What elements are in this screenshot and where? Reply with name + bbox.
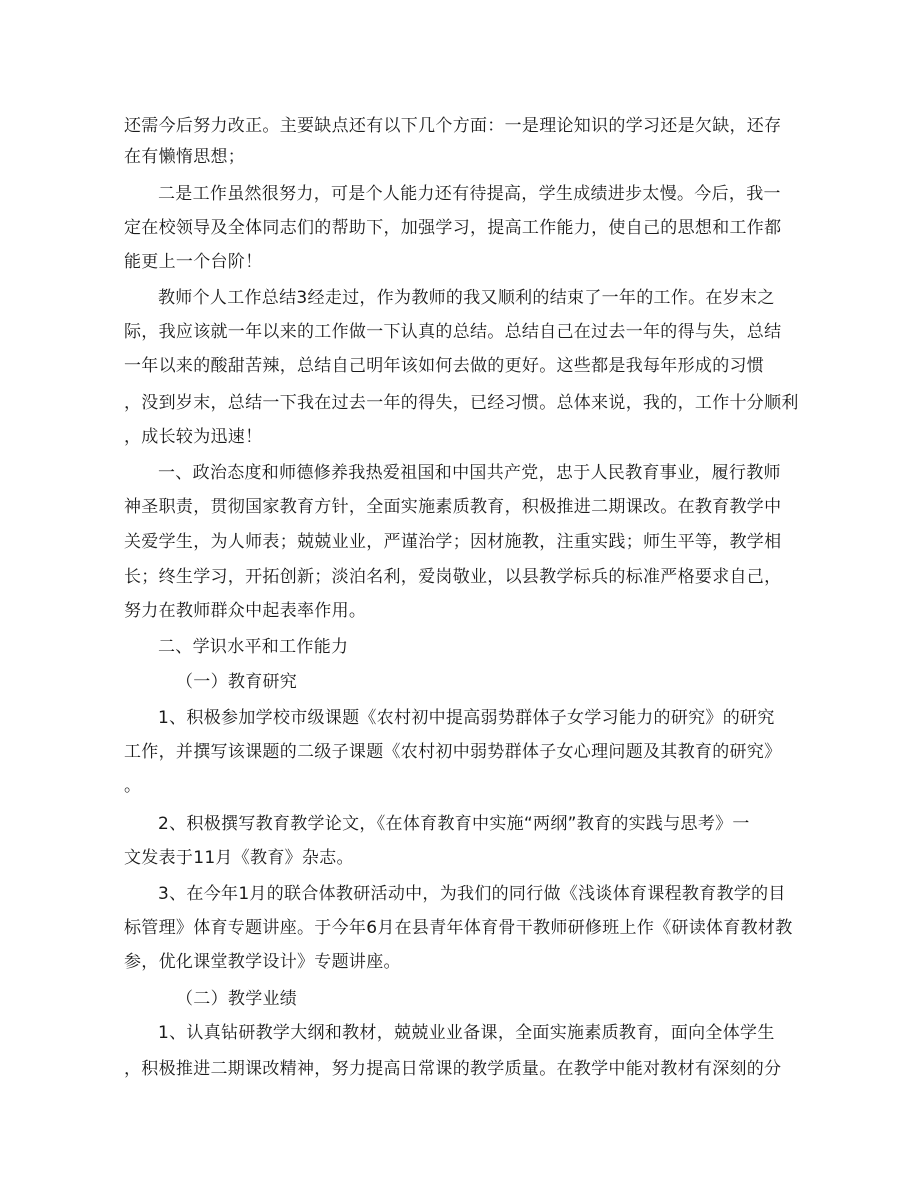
text-line: 能更上一个台阶！: [124, 252, 263, 272]
text-line: 二是工作虽然很努力，可是个人能力还有待提高，学生成绩进步太慢。今后，我一: [158, 184, 781, 204]
text-line: 还需今后努力改正。主要缺点还有以下几个方面：一是理论知识的学习还是欠缺，还存: [124, 116, 782, 136]
text-line: ，没到岁末，总结一下我在过去一年的得失，已经习惯。总体来说，我的，工作十分顺利: [124, 393, 799, 413]
text-line: 关爱学生，为人师表；兢兢业业，严谨治学；因材施教，注重实践；师生平等，教学相: [124, 532, 782, 552]
text-line: 神圣职责，贯彻国家教育方针，全面实施素质教育，积极推进二期课改。在教育教学中: [124, 497, 782, 517]
text-line: 文发表于11月《教育》杂志。: [124, 848, 354, 868]
text-line: 教师个人工作总结3经走过，作为教师的我又顺利的结束了一年的工作。在岁末之: [158, 288, 775, 308]
text-line: 一、政治态度和师德修养我热爱祖国和中国共产党，忠于人民教育事业，履行教师: [158, 463, 781, 483]
text-line: 际，我应该就一年以来的工作做一下认真的总结。总结自己在过去一年的得与失，总结: [124, 322, 782, 342]
section-heading: 二、学识水平和工作能力: [158, 637, 349, 657]
text-line: 标管理》体育专题讲座。于今年6月在县青年体育骨干教师研修班上作《研读体育教材教: [124, 918, 793, 938]
text-line: 长；终生学习，开拓创新；淡泊名利，爱岗敬业，以县教学标兵的标准严格要求自己，: [124, 567, 782, 587]
text-line: ，积极推进二期课改精神，努力提高日常课的教学质量。在教学中能对教材有深刻的分: [124, 1059, 782, 1079]
text-line: 1、积极参加学校市级课题《农村初中提高弱势群体子女学习能力的研究》的研究: [158, 708, 775, 728]
text-line: 3、在今年1月的联合体教研活动中，为我们的同行做《浅谈体育课程教育教学的目: [158, 884, 786, 904]
text-line: 参，优化课堂教学设计》专题讲座。: [124, 952, 401, 972]
text-line: 工作，并撰写该课题的二级子课题《农村初中弱势群体子女心理问题及其教育的研究》: [124, 742, 782, 762]
subsection-heading: （一）教育研究: [176, 672, 298, 692]
text-line: 在有懒惰思想；: [124, 147, 246, 167]
text-line: 1、认真钻研教学大纲和教材，兢兢业业备课，全面实施素质教育，面向全体学生: [158, 1023, 775, 1043]
text-line: 努力在教师群众中起表率作用。: [124, 601, 367, 621]
text-line: 一年以来的酸甜苦辣，总结自己明年该如何去做的更好。这些都是我每年形成的习惯: [124, 356, 765, 376]
text-line: ，成长较为迅速！: [124, 427, 263, 447]
subsection-heading: （二）教学业绩: [176, 989, 298, 1009]
text-line: 2、积极撰写教育教学论文，《在体育教育中实施“两纲”教育的实践与思考》一: [158, 814, 750, 834]
text-line: 。: [124, 776, 142, 796]
text-line: 定在校领导及全体同志们的帮助下，加强学习，提高工作能力，使自己的思想和工作都: [124, 218, 782, 238]
